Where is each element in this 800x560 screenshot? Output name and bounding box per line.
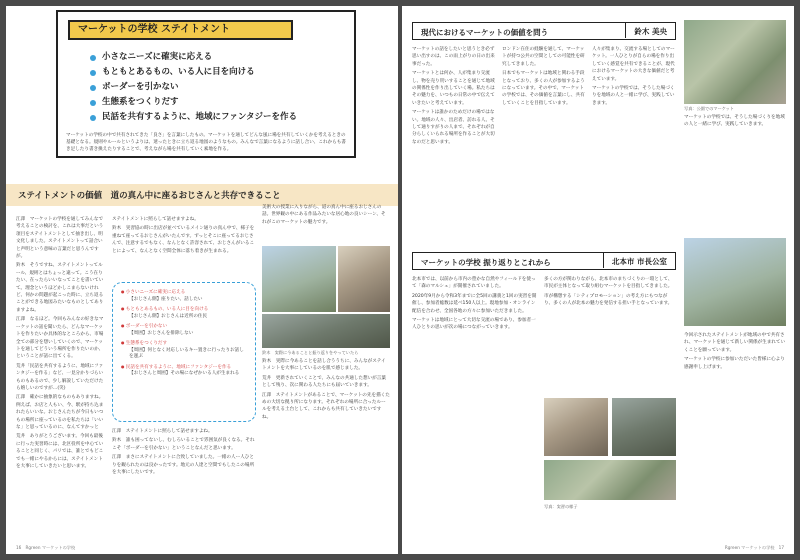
- article2-column-3: [684, 332, 786, 542]
- park-photo: [684, 20, 786, 104]
- paragraph: 市が構想する「シティプロモーション」の考え方にもつながり、多くの人が北本の魅力を発信する担い手となっています。: [544, 293, 673, 307]
- article2-column-1: [412, 276, 538, 546]
- article1-column-2: [502, 46, 586, 216]
- text-column-3: [262, 204, 390, 244]
- article-author: 北本市 市長公室: [603, 253, 675, 268]
- paragraph: ロンドン在住の経験を通して、マーケットが持つ公共の空間としての可能性を研究してきました。: [502, 47, 585, 67]
- photo-caption: 写真：実習の様子: [544, 504, 578, 509]
- workshop-photo: [544, 460, 676, 500]
- paragraph: 日本でもマーケットは地域と関わる手段となっており、多くの人が参加するようになっています。その中で、マーケットの学校では、その価値を言葉にし、共有していくことを目指しています。: [502, 71, 585, 106]
- left-page: [6, 6, 398, 554]
- paragraph: 江澤 確かに抽象的なものもありますね。例えば、お店と人もい、今、駅が持ち込まれたらいいな。おじさんたちが今日もいつもの場所に座っているのを私たちは「いいな」と思っているのに、なんてすかっと: [16, 395, 104, 430]
- article-author: 鈴木 美央: [625, 23, 675, 38]
- section-title: ステイトメントの価値 道の真ん中に座るおじさんと共存できること: [18, 191, 281, 201]
- paragraph: マーケットの学校に参加いただいた皆様に心より感謝申し上げます。: [684, 357, 785, 370]
- statement-item: もともとあるもの、いる人に目を向ける: [90, 65, 350, 80]
- article-title: 現代におけるマーケットの価値を問う: [421, 28, 549, 37]
- photo-caption: 鈴木 実際に今あることと振り返りをやっていたら: [262, 350, 359, 355]
- paragraph: マーケットは誰かのためだけの場ではない。地域の人々、出店者、訪れる人、そして通りすがりの人まで、それぞれが自分らしくいられる場所を作ることが大切なのだと思います。: [412, 110, 495, 145]
- page-folio: Rgreen マーケットの学校 17: [724, 545, 784, 550]
- bullet-icon: [90, 115, 96, 121]
- paragraph: 多くの方が関わりながら、北本市のまちづくりの一環として、市民が主体となって取り組むマーケットを目指してきました。: [544, 277, 673, 290]
- bullet-icon: [90, 85, 96, 91]
- paragraph: 鈴木 実習協の時に出店が並べているメイン通りの真ん中で、様子を重ねて座ってるおじさんがいたんです。ずっとそこに座ってるおじさんで、注意するでもなく、なんとなく許容されて、おじさんがいることによって、なんとなく空間全体に落ち着きが生まれる。: [112, 226, 255, 254]
- callout-item: ● もともとあるもの、いる人に目を向ける 【おじさん側】おじさんは近所の住民: [121, 306, 247, 320]
- paragraph: 荒井 更新されていくことで、みんなの共通した想いが言葉として残り、次に関わる人たちにも届いていきます。: [262, 375, 386, 389]
- callout-item: ● ボーダーを引かない 【周囲】おじさんを排除しない: [121, 323, 247, 337]
- paragraph: マーケットは地域にとって大切な交流の場であり、参加者一人ひとりの思いが次の場につながっていきます。: [412, 318, 536, 331]
- paragraph: 江澤 まさにステイトメントに合致していました。一緒の人ー人ひとりを観られたのは良かったです。地元の人達と空間でもしたこの場所を大事にしたいです。: [112, 455, 255, 476]
- statement-title: マーケットの学校 ステイトメント: [68, 20, 293, 40]
- market-photo: [338, 246, 390, 312]
- callout-item: ● 民話を共有するように、地域にファンタジーを作る 【おじさんと周囲】その場になぜかいる人が生まれる: [121, 364, 247, 378]
- callout-item: ● 生態系をつくりだす 【周囲】何となく対応しいるキー置きに行ったりお話しを運ぶ: [121, 340, 247, 361]
- statement-box: [56, 10, 356, 158]
- article1-column-3: [592, 46, 676, 216]
- paragraph: ステイトメントに照らして話せますよね。: [112, 217, 199, 222]
- paragraph: マーケットの学校では、そうした場づくりを地域の人と一緒に学び、実践していきます。: [684, 115, 785, 128]
- paragraph: マーケットとは何か、人が集まり交流し、物を売り買いすることを通じて地域の関係性を作り出していく場。私たちはその魅力を、いつもの日常の中で伝えていきたいと考えています。: [412, 71, 495, 106]
- paragraph: 今回示されたステイトメントが地域の中で共有され、マーケットを通じて新しい関係が生まれていくことを願っています。: [684, 333, 786, 353]
- bullet-icon: [90, 70, 96, 76]
- paragraph: 人々が集まり、交流する場としてのマーケット。一人ひとりが自らの場を作り出していく感覚を共有できることが、現代におけるマーケットの大きな価値だと考えています。: [592, 47, 675, 82]
- paragraph: 荒井「民話を共有するように、地域にファンタジーを作る」など、一見分かりづらいものもあるので、少し解説していただけたら嬉しいのですが…(笑): [16, 363, 104, 391]
- article1-column-1: [412, 46, 496, 216]
- article-header: [412, 22, 676, 40]
- statement-item: ボーダーを引かない: [90, 80, 350, 95]
- paragraph: 江澤 ステイトメントがあることで、マーケットの先を描くための大切な拠り所になります。それぞれの場所に合ったルールを考える土台として、これからも共有していきたいですね。: [262, 392, 390, 420]
- paragraph: 2020年9月から令和3年までに全5回の講義と1回の実習を開催し、参加者総数は延べ150人以上。現地参加・オンライン配信を合わせ、全国各地の方々に参加いただきました。: [412, 293, 537, 314]
- bullet-icon: [90, 55, 96, 61]
- workshop-photo: [544, 398, 608, 456]
- article1-column-4: [684, 114, 786, 234]
- text-column-3b: [262, 358, 390, 544]
- callout-item: ● 小さいニーズに確実に応える 【おじさん側】座りたい、話したい: [121, 289, 247, 303]
- text-column-1: [16, 216, 106, 541]
- market-photo: [262, 314, 390, 348]
- photo-caption: 写真：公園でのマーケット: [684, 106, 735, 111]
- paragraph: 鈴木 実際に今あることを話し合ううちに、みんながステイトメントを大事にしているのを肌で感じました。: [262, 359, 386, 372]
- paragraph: マーケットの学校では、そうした場づくりを地域の人と一緒に学び、実践していきます。: [592, 86, 675, 106]
- statement-list: [90, 50, 350, 125]
- text-column-2b: [112, 428, 256, 546]
- paragraph: 北本市では、以前から市内の豊かな自然やフィールドを使って「森のマルシェ」が開催されていました。: [412, 277, 536, 290]
- event-photo: [684, 238, 786, 326]
- text-column-2: [112, 216, 256, 278]
- article-header: [412, 252, 676, 270]
- article-title: マーケットの学校 振り返りとこれから: [421, 258, 551, 267]
- statement-item: 小さなニーズに確実に応える: [90, 50, 350, 65]
- paragraph: 江澤 なるほど。今回もみんなの好きなマーケットの話を聞いたら、どんなマーケットを作りたいか具体的なところから、市場全ての部分を想いしていくので、マーケットを通してどういう場所を作りたいのか、ということが話に出てくる。: [16, 317, 104, 360]
- bullet-icon: [90, 100, 96, 106]
- paragraph: 鈴木 誰も困ってないし、むしろいることで雰囲気が良くなる。それこそ「ボーダーを引かない」ということなんだと思います。: [112, 438, 255, 451]
- paragraph: 江澤 ステイトメントに照らして話せますよね。: [112, 429, 213, 434]
- statement-item: 民話を共有するように、地域にファンタジーを作る: [90, 110, 350, 125]
- statement-note: マーケットの学校の中で共有されてきた「良さ」を言葉にしたもの。マーケットを通してどんな風に場を共有していくかを考えるときの基礎となる。規則やルールというよりは、迷ったときに立ち返る地図のようなもの。みんなで言葉になるように話し合い、これからも書き足したり書き換えたりすることで、考えながら場を共有していく素地を作る。: [66, 133, 346, 152]
- right-page: [402, 6, 794, 554]
- paragraph: 江澤 マーケットの学校を通してみんなで考えることの検討を、これは大事だという項目をステイトメントとして抽き出し、明文化しました。ステイトメントって話合いと声明という意味の言葉だと思うんですが。: [16, 217, 104, 260]
- article2-column-2: [544, 276, 676, 396]
- statement-item: 生態系をつくりだす: [90, 95, 350, 110]
- paragraph: マーケットの話をしたいと思うとき必ず思い出すのは、この雨上がりの日の出来事だった。: [412, 47, 495, 67]
- section-header: [6, 184, 398, 206]
- workshop-photo: [612, 398, 676, 456]
- paragraph: 荒井 ありがとうございます。今回も最後に行った実習時には、北区役所を中心ていることと同じく、パリでは、誰とでもどこでも一緒にやるからには、ステイトメントを大事にしていきたいと思います。: [16, 434, 104, 469]
- statement-callout: [112, 282, 256, 422]
- paragraph: 鈴木 そうですね、ステイトメントってルール、規則とはちょっと違って。こう在りたい、在ったらいいなってことを書いていて。理念というほどかしこまらないけれど、何かの問題が起こった時に、立ち返ることができる地図みたいなものとしてありますよね。: [16, 263, 104, 313]
- market-photo: [262, 246, 336, 312]
- page-folio: 16 Rgreen マーケットの学校: [16, 545, 76, 550]
- paragraph: 美術大の授業に入りながら、道の真ん中に座るおじさんの話。世界観の中にある作品みたいな居心地の良いシーン、それがこのマーケットの魅力です。: [262, 205, 386, 225]
